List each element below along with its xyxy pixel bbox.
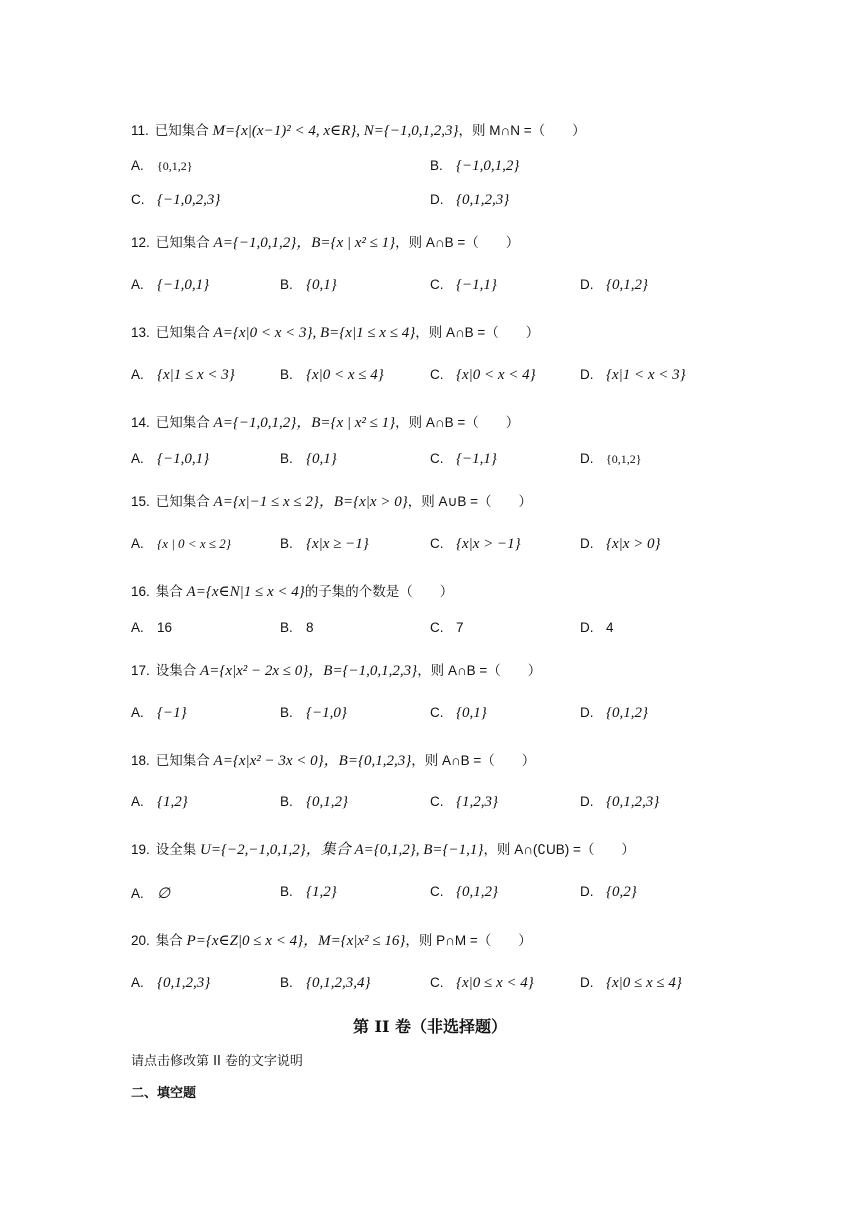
question-19 (131, 838, 635, 859)
question-stem: 已知集合 (155, 494, 210, 509)
option-value: {x|x > 0} (606, 536, 661, 552)
section-subheading: 二、填空题 (131, 1086, 197, 1101)
option-a[interactable] (131, 277, 209, 294)
option-value: {0,1,2} (606, 452, 642, 466)
question-number: 13. (131, 325, 150, 340)
question-stem: 已知集合 (155, 753, 210, 768)
question-11 (131, 119, 586, 140)
option-value: {x|0 ≤ x ≤ 4} (606, 975, 682, 991)
question-number: 11. (131, 123, 149, 138)
option-value: {0,1} (306, 451, 337, 467)
question-tail: ，则 A∩B =（ ） (395, 235, 520, 250)
option-value: {−1,1} (456, 277, 497, 293)
option-label: D. (580, 705, 594, 720)
option-value: {x|0 ≤ x < 4} (456, 975, 534, 991)
option-a[interactable] (131, 367, 235, 384)
option-label: B. (280, 451, 293, 466)
option-value: {0,1,2,3,4} (306, 975, 371, 991)
option-value: {x|x ≥ −1} (306, 536, 369, 552)
option-d[interactable] (580, 536, 661, 553)
question-stem: 集合 (155, 933, 183, 948)
option-value: {x|1 ≤ x < 3} (157, 367, 235, 383)
option-label: C. (430, 367, 444, 382)
option-value: {−1,0,1,2} (456, 158, 520, 174)
option-value: {−1,0} (306, 705, 347, 721)
question-number: 16. (131, 584, 150, 599)
option-label: D. (580, 367, 594, 382)
question-math: A={−1,0,1,2}，B={x | x² ≤ 1} (213, 235, 396, 251)
option-b[interactable] (280, 705, 347, 722)
option-label: A. (131, 451, 144, 466)
option-c[interactable] (430, 975, 534, 992)
question-stem: 设全集 (155, 842, 197, 857)
question-stem: 已知集合 (155, 325, 210, 340)
option-label: A. (131, 158, 144, 173)
option-label: D. (580, 884, 594, 899)
question-tail: ，则 P∩M =（ ） (405, 933, 532, 948)
option-value: {x|0 < x ≤ 4} (306, 367, 384, 383)
question-math: A={x|x² − 2x ≤ 0}，B={−1,0,1,2,3} (200, 663, 418, 679)
option-c[interactable] (430, 620, 464, 635)
option-label: B. (280, 794, 293, 809)
option-label: C. (430, 884, 444, 899)
question-number: 17. (131, 663, 150, 678)
question-math: P={x∈Z|0 ≤ x < 4}，M={x|x² ≤ 16} (186, 933, 406, 949)
option-b[interactable] (280, 277, 337, 294)
option-value: {1,2} (157, 794, 188, 810)
option-c[interactable] (430, 794, 498, 811)
option-label: C. (430, 451, 444, 466)
option-label: C. (430, 620, 444, 635)
option-value: {−1,1} (456, 451, 497, 467)
option-label: A. (131, 886, 144, 901)
option-b[interactable] (430, 158, 519, 175)
option-value: 7 (456, 620, 464, 635)
option-value: 4 (606, 620, 614, 635)
option-label: D. (580, 794, 594, 809)
option-value: {−1} (157, 705, 187, 721)
question-number: 14. (131, 415, 150, 430)
option-value: {x | 0 < x ≤ 2} (157, 536, 231, 551)
option-d[interactable] (580, 975, 682, 992)
question-15 (131, 490, 532, 511)
question-20 (131, 929, 532, 950)
question-tail: ，则 A∩B =（ ） (417, 663, 542, 678)
option-d[interactable] (580, 705, 648, 722)
option-d[interactable] (430, 192, 509, 209)
option-value: {−1,0,1} (157, 451, 210, 467)
option-label: B. (280, 536, 293, 551)
option-b[interactable] (280, 536, 369, 553)
option-value: {x|0 < x < 4} (456, 367, 536, 383)
question-stem: 设集合 (155, 663, 197, 678)
option-a[interactable] (131, 794, 188, 811)
option-d[interactable] (580, 367, 686, 384)
question-16 (131, 580, 453, 601)
option-c[interactable] (131, 192, 220, 209)
option-value: {1,2} (306, 884, 337, 900)
option-a[interactable] (131, 620, 172, 635)
option-label: D. (580, 536, 594, 551)
option-d[interactable] (580, 277, 648, 294)
option-b[interactable] (280, 794, 348, 811)
question-math: A={x|0 < x < 3}, B={x|1 ≤ x ≤ 4} (213, 325, 416, 341)
option-c[interactable] (430, 705, 487, 722)
option-a[interactable] (131, 536, 231, 552)
option-label: A. (131, 975, 144, 990)
option-c[interactable] (430, 277, 497, 294)
option-d[interactable] (580, 620, 614, 635)
question-tail: ，则 A∩(∁UB) =（ ） (483, 842, 635, 857)
question-stem: 已知集合 (155, 415, 210, 430)
option-value: {−1,0,1} (157, 277, 210, 293)
question-stem: 集合 (155, 584, 183, 599)
option-label: D. (430, 192, 444, 207)
question-12 (131, 231, 519, 252)
option-label: B. (430, 158, 443, 173)
question-tail: ，则 M∩N =（ ） (458, 123, 586, 138)
option-value: ∅ (157, 886, 171, 902)
option-c[interactable] (430, 451, 497, 468)
question-tail: ，则 A∩B =（ ） (395, 415, 520, 430)
option-label: D. (580, 451, 594, 466)
option-value: {0,1,2,3} (456, 192, 510, 208)
option-b[interactable] (280, 367, 384, 384)
option-label: B. (280, 620, 293, 635)
option-label: D. (580, 975, 594, 990)
question-number: 15. (131, 494, 150, 509)
question-number: 18. (131, 753, 150, 768)
question-math: M={x|(x−1)² < 4, x∈R}, N={−1,0,1,2,3} (212, 123, 459, 139)
question-stem: 已知集合 (155, 235, 210, 250)
section-title: 第 II 卷（非选择题） (352, 1017, 508, 1036)
option-label: A. (131, 536, 144, 551)
option-value: 8 (306, 620, 314, 635)
question-14 (131, 411, 519, 432)
option-label: C. (430, 277, 444, 292)
option-value: {x|1 < x < 3} (606, 367, 686, 383)
option-label: C. (430, 975, 444, 990)
option-value: {−1,0,2,3} (157, 192, 221, 208)
option-label: A. (131, 794, 144, 809)
option-value: {0,1} (456, 705, 487, 721)
question-tail: ，则 A∪B =（ ） (407, 494, 532, 509)
option-label: B. (280, 884, 293, 899)
option-b[interactable] (280, 884, 337, 901)
option-value: {0,1,2,3} (157, 975, 211, 991)
section-note[interactable]: 请点击修改第 II 卷的文字说明 (131, 1054, 303, 1069)
question-number: 12. (131, 235, 150, 250)
option-b[interactable] (280, 620, 314, 635)
option-a[interactable] (131, 975, 210, 992)
option-value: {x|x > −1} (456, 536, 521, 552)
question-tail: 的子集的个数是（ ） (304, 584, 454, 599)
question-18 (131, 749, 535, 770)
option-c[interactable] (430, 884, 498, 901)
option-label: B. (280, 367, 293, 382)
question-tail: ，则 A∩B =（ ） (415, 325, 540, 340)
option-b[interactable] (280, 975, 371, 992)
option-b[interactable] (280, 451, 337, 468)
option-label: C. (430, 536, 444, 551)
question-number: 19. (131, 842, 150, 857)
option-a[interactable] (131, 451, 209, 468)
option-label: D. (580, 620, 594, 635)
option-d[interactable] (580, 884, 637, 901)
option-value: {0,1,2} (157, 159, 193, 173)
option-c[interactable] (430, 536, 521, 553)
question-17 (131, 659, 541, 680)
option-label: A. (131, 367, 144, 382)
option-a[interactable] (131, 158, 193, 174)
option-label: C. (430, 794, 444, 809)
option-value: {0,1,2} (456, 884, 498, 900)
option-value: 16 (157, 620, 173, 635)
question-13 (131, 321, 539, 342)
option-value: {0,1} (306, 277, 337, 293)
option-d[interactable] (580, 794, 659, 811)
question-math: A={−1,0,1,2}，B={x | x² ≤ 1} (213, 415, 396, 431)
option-d[interactable] (580, 451, 642, 467)
option-label: B. (280, 277, 293, 292)
option-label: C. (131, 192, 145, 207)
question-number: 20. (131, 933, 150, 948)
question-math: A={x|x² − 3x < 0}，B={0,1,2,3} (213, 753, 412, 769)
option-value: {0,1,2} (606, 705, 648, 721)
option-value: {0,1,2} (606, 277, 648, 293)
option-label: B. (280, 975, 293, 990)
option-value: {0,2} (606, 884, 637, 900)
question-math: A={x∈N|1 ≤ x < 4} (186, 584, 305, 600)
question-math: U={−2,−1,0,1,2}，集合 A={0,1,2}, B={−1,1} (200, 842, 484, 858)
option-value: {1,2,3} (456, 794, 498, 810)
option-label: A. (131, 620, 144, 635)
option-a[interactable] (131, 884, 170, 903)
option-value: {0,1,2,3} (606, 794, 660, 810)
option-label: C. (430, 705, 444, 720)
option-label: D. (580, 277, 594, 292)
question-stem: 已知集合 (154, 123, 209, 138)
option-value: {0,1,2} (306, 794, 348, 810)
option-label: A. (131, 705, 144, 720)
option-label: A. (131, 277, 144, 292)
option-a[interactable] (131, 705, 187, 722)
question-tail: ，则 A∩B =（ ） (411, 753, 536, 768)
option-c[interactable] (430, 367, 536, 384)
question-math: A={x|−1 ≤ x ≤ 2}，B={x|x > 0} (213, 494, 408, 510)
option-label: B. (280, 705, 293, 720)
